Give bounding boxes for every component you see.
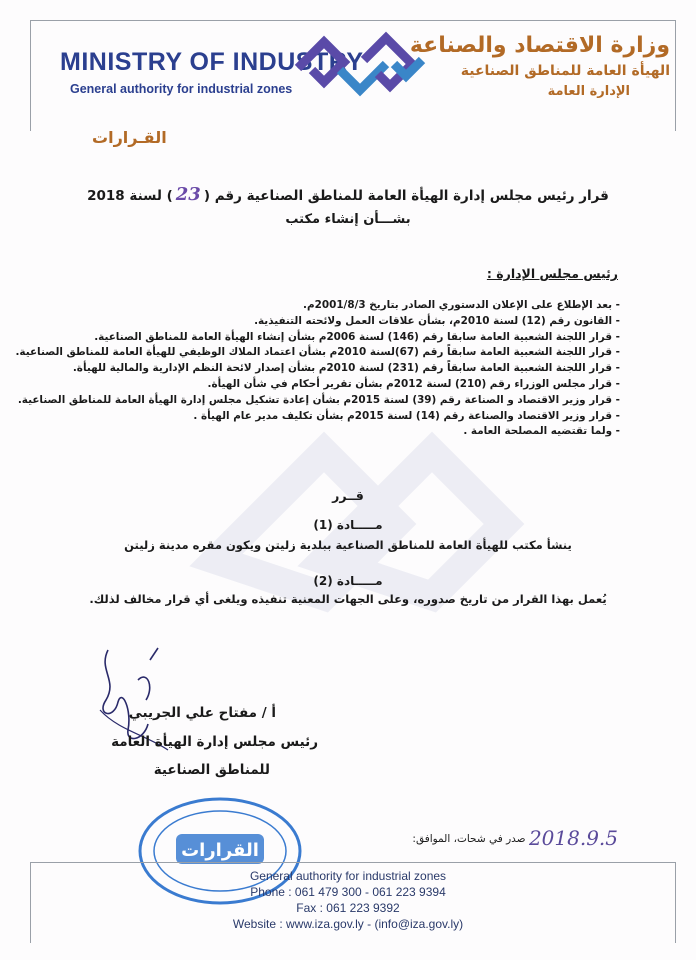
footer-phone: Phone : 061 479 300 - 061 223 9394 <box>250 885 446 899</box>
decision-subject: بشـــأن إنشاء مكتب <box>285 212 411 227</box>
article-1-body: ينشأ مكتب للهيأة العامة للمناطق الصناعية ببلدية زليتن ويكون مقره مدينة زليتن <box>124 538 572 552</box>
list-item: - ولما تقتضيه المصلحة العامة . <box>463 425 620 438</box>
decision-title <box>40 184 656 205</box>
authority-subtitle-en: General authority for industrial zones <box>70 82 293 96</box>
footer-website: Website : www.iza.gov.ly - (info@iza.gov.ly) <box>232 917 464 931</box>
issue-date-line <box>412 826 622 850</box>
issue-date: 2018.9.5 <box>528 826 618 850</box>
issue-label: صدر في شحات، الموافق: <box>412 833 526 845</box>
section-label: القـرارات <box>92 128 167 147</box>
list-item: - قرار اللجنة الشعبية العامة سابقا رقم (146) لسنة 2006م بشأن إنشاء الهيأة العامة للمناطق الصناعية. <box>94 330 620 343</box>
article-2-title: مـــــادة (2) <box>313 574 383 588</box>
footer-org: General authority for industrial zones <box>249 869 447 883</box>
decided-heading: قــرر <box>332 488 364 503</box>
list-item: - بعد الإطلاع على الإعلان الدستوري الصادر بتاريخ 2001/8/3م. <box>303 299 620 311</box>
footer-fax: Fax : 061 223 9392 <box>296 901 400 915</box>
list-item: - قرار اللجنة الشعبية العامة سابقاً رقم (231) لسنة 2010م بشأن إصدار لائحة النظم الإدارية والمالية للهيأة. <box>72 362 620 375</box>
article-1-title: مـــــادة (1) <box>313 518 383 532</box>
list-item: - قرار وزير الاقتصاد والصناعة رقم (14) لسنة 2015م بشأن تكليف مدير عام الهيأة . <box>193 409 620 422</box>
list-item: - قرار وزير الاقتصاد و الصناعة رقم (39) لسنة 2015م بشأن إعادة تشكيل مجلس إدارة الهيأة العامة للمناطق الصناعية. <box>17 393 620 406</box>
arabic-header <box>410 32 670 102</box>
decision-number: 23 <box>175 184 201 205</box>
decision-title-prefix: قرار رئيس مجلس إدارة الهيأة العامة للمناطق الصناعية رقم ( <box>203 188 609 204</box>
article-2-body: يُعمل بهذا القرار من تاريخ صدوره، وعلى الجهات المعنية تنفيذه ويلغى أي قرار مخالف لذلك. <box>89 592 607 606</box>
ministry-title-ar: وزارة الاقتصاد والصناعة <box>409 33 670 58</box>
preamble-clauses <box>15 298 620 440</box>
footer <box>0 868 696 932</box>
board-heading: رئيس مجلس الإدارة : <box>486 266 618 281</box>
list-item: - القانون رقم (12) لسنة 2010م، بشأن علاقات العمل ولائحته التنفيذية. <box>254 314 620 327</box>
signatory-name: أ / مفتاح علي الجريبي <box>128 705 276 721</box>
admin-title-ar: الإدارة العامة <box>547 84 630 99</box>
list-item: - قرار مجلس الوزراء رقم (210) لسنة 2012م بشأن تقرير أحكام في شأن الهيأة. <box>207 377 620 390</box>
signatory-title-2: للمناطق الصناعية <box>153 762 270 778</box>
signatory-title: رئيس مجلس إدارة الهيأة العامة <box>111 734 318 750</box>
decision-title-suffix: ) لسنة 2018 <box>87 188 173 204</box>
list-item: - قرار اللجنة الشعبية العامة سابقاً رقم (67)لسنة 2010م بشأن اعتماد الملاك الوظيفي للهيأة العامة للمناطق الصناعية. <box>15 346 620 359</box>
ministry-title-en: MINISTRY OF INDUSTRY <box>60 48 364 76</box>
svg-text:القرارات: القرارات <box>181 840 259 861</box>
authority-title-ar: الهيأة العامة للمناطق الصناعية <box>460 63 670 79</box>
